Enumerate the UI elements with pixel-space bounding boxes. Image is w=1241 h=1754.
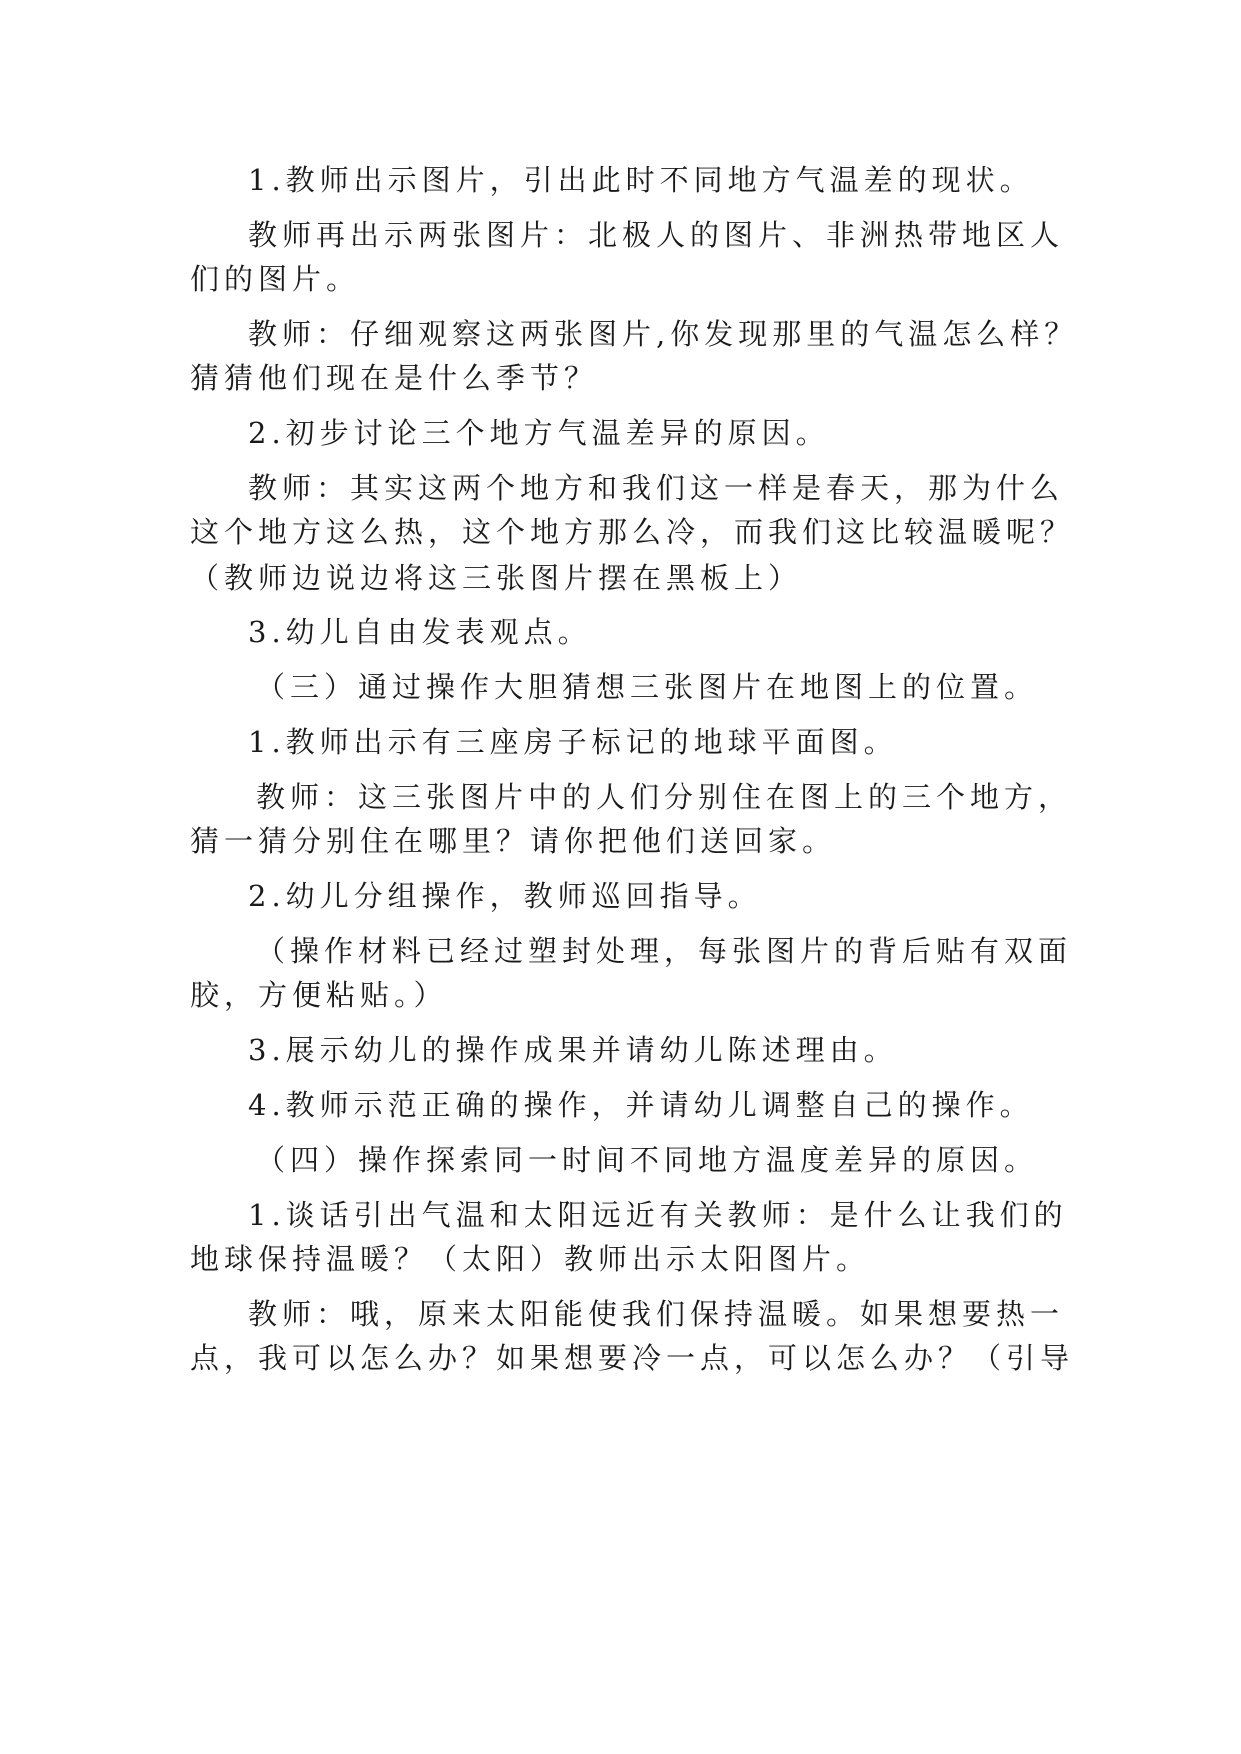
- section-heading: （四）操作探索同一时间不同地方温度差异的原因。: [256, 1143, 1039, 1177]
- section-heading: （三）通过操作大胆猜想三张图片在地图上的位置。: [256, 670, 1039, 704]
- text-line: 1.谈话引出气温和太阳远近有关教师：是什么让我们的: [248, 1198, 1068, 1232]
- text-line: 3.幼儿自由发表观点。: [248, 615, 592, 649]
- text-line: （操作材料已经过塑封处理，每张图片的背后贴有双面: [256, 934, 1073, 968]
- text-line: 教师：仔细观察这两张图片,你发现那里的气温怎么样？: [248, 317, 1079, 351]
- text-line: 教师：这三张图片中的人们分别住在图上的三个地方，: [256, 780, 1073, 814]
- text-line: 们的图片。: [190, 262, 361, 296]
- text-line: 教师再出示两张图片：北极人的图片、非洲热带地区人: [248, 218, 1065, 252]
- text-line: 1.教师出示图片，引出此时不同地方气温差的现状。: [248, 163, 1034, 197]
- text-line: 2.初步讨论三个地方气温差异的原因。: [248, 416, 830, 450]
- text-line: 猜猜他们现在是什么季节？: [190, 361, 599, 395]
- text-line: 地球保持温暖？（太阳）教师出示太阳图片。: [190, 1242, 871, 1276]
- text-line: （教师边说边将这三张图片摆在黑板上）: [190, 561, 803, 595]
- text-line: 胶，方便粘贴。）: [190, 978, 448, 1012]
- text-line: 1.教师出示有三座房子标记的地球平面图。: [248, 725, 898, 759]
- text-line: 这个地方这么热，这个地方那么冷，而我们这比较温暖呢？: [190, 515, 1075, 549]
- text-line: 2.幼儿分组操作，教师巡回指导。: [248, 879, 762, 913]
- text-line: 教师：哦，原来太阳能使我们保持温暖。如果想要热一: [248, 1297, 1065, 1331]
- text-line: 点，我可以怎么办？如果想要冷一点，可以怎么办？（引导: [190, 1341, 1075, 1375]
- text-line: 3.展示幼儿的操作成果并请幼儿陈述理由。: [248, 1033, 898, 1067]
- text-line: 教师：其实这两个地方和我们这一样是春天，那为什么: [248, 471, 1065, 505]
- text-line: 4.教师示范正确的操作，并请幼儿调整自己的操作。: [248, 1088, 1034, 1122]
- text-line: 猜一猜分别住在哪里？请你把他们送回家。: [190, 824, 837, 858]
